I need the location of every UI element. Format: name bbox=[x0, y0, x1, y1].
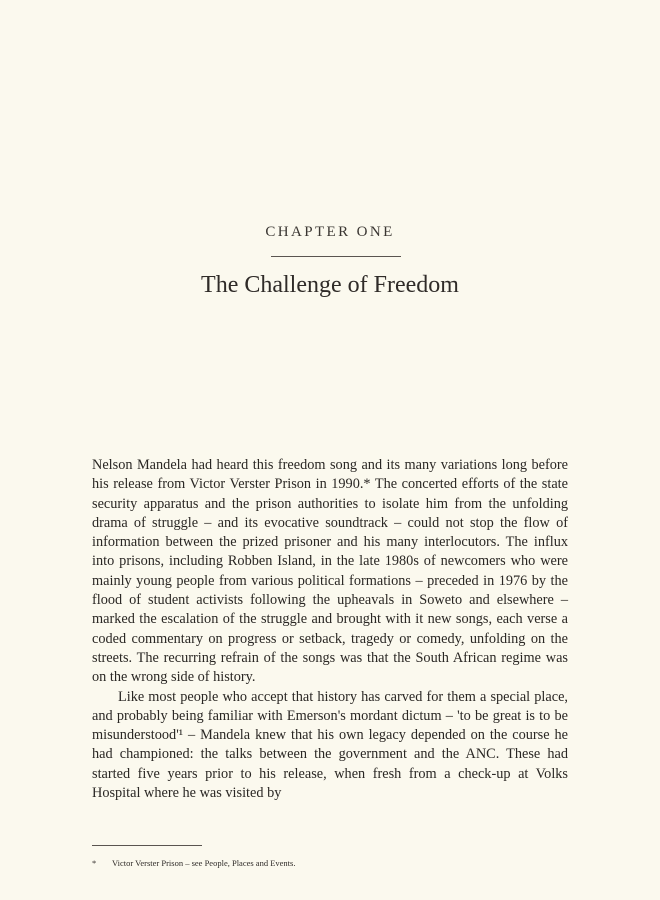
footnote-marker: * bbox=[92, 858, 97, 868]
footnote-text: Victor Verster Prison – see People, Places and Events. bbox=[112, 858, 296, 868]
footnote-divider bbox=[92, 845, 202, 846]
chapter-title: The Challenge of Freedom bbox=[201, 272, 459, 298]
chapter-divider bbox=[271, 256, 401, 257]
chapter-label: CHAPTER ONE bbox=[265, 224, 395, 240]
body-text bbox=[92, 456, 568, 803]
footnote bbox=[92, 858, 295, 868]
paragraph-1: Nelson Mandela had heard this freedom song and its many variations long before his release from Victor Verster Prison in 1990.* The concerted efforts of the state security apparatus and the prison authorities to isolate him from the unfolding drama of struggle – and its evocative soundtrack – could not stop the flow of information between the prized prisoner and his many interlocutors. The influx into prisons, including Robben Island, in the late 1980s of newcomers who were mainly young people from various political formations – preceded in 1976 by the flood of student activists following the upheavals in Soweto and elsewhere – marked the escalation of the struggle and brought with it new songs, each verse a coded commentary on progress or setback, tragedy or comedy, unfolding on the streets. The recurring refrain of the songs was that the South African regime was on the wrong side of history. bbox=[92, 457, 568, 686]
paragraph-2: Like most people who accept that history has carved for them a special place, and probably being familiar with Emerson's mordant dictum – 'to be great is to be misunderstood'¹ – Mandela knew that his own legacy depended on the course he had championed: the talks between the government and the ANC. These had started five years prior to his release, when fresh from a check-up at Volks Hospital where he was visited by bbox=[92, 688, 568, 802]
